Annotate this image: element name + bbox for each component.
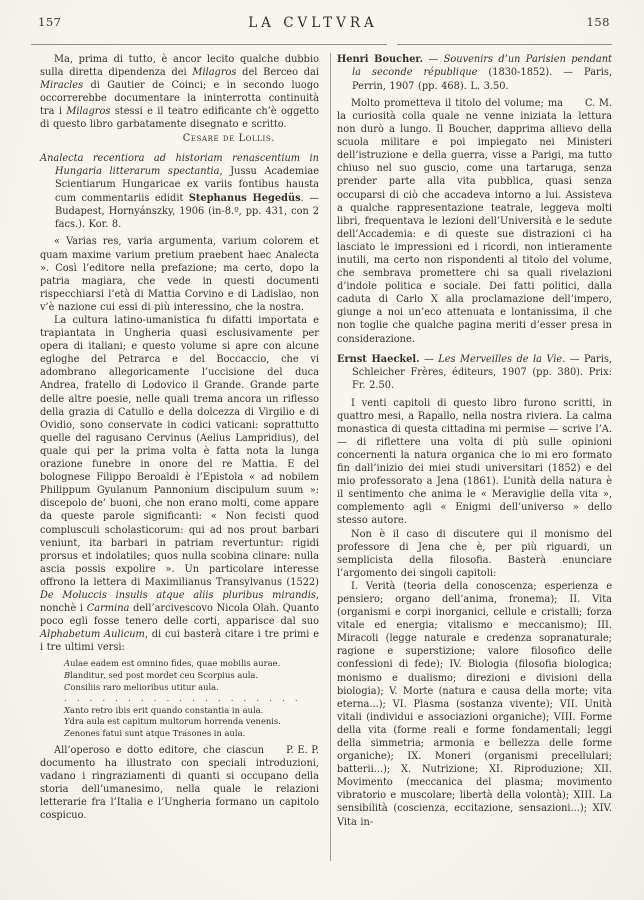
right-column bbox=[337, 53, 612, 829]
ellipsis-line bbox=[64, 693, 319, 705]
paragraph-analecta-1 bbox=[40, 235, 319, 314]
text-run: — bbox=[419, 353, 439, 365]
text-run: All’operoso e dotto editore, che ciascun documento ha illustrato con speciali introduzioni, vadano i ringraziamenti di quanti si occupano della storia dell’umanesimo, nella quale le relazioni letterarie fra l’Italia e l’Ungheria formano un capitolo cospicuo. bbox=[40, 744, 319, 822]
left-column bbox=[40, 53, 319, 822]
text-run: Z bbox=[64, 728, 70, 738]
text-run: Ernst Haeckel. bbox=[337, 353, 420, 365]
page-number-left: 157 bbox=[38, 15, 62, 29]
text-columns bbox=[40, 53, 613, 861]
text-run: Henri Boucher. bbox=[337, 54, 424, 65]
text-run: Milagros bbox=[192, 67, 237, 79]
text-run: del Berceo dai bbox=[236, 67, 319, 79]
verse-line bbox=[64, 705, 319, 717]
bib-entry-analecta bbox=[40, 152, 319, 232]
text-run: Y bbox=[64, 716, 70, 727]
text-run: onsiliis raro melioribus utitur aula. bbox=[70, 681, 219, 692]
paragraph-haeckel-2 bbox=[337, 528, 612, 580]
text-run: Souvenirs d’un Parisien pendant la seconde république bbox=[352, 54, 612, 79]
text-run: Non è il caso di discutere qui il monismo del professore di Jena che è, per più riguardi, un semplicista della filosofia. Basterà enunciare l’argomento dei singoli capitoli: bbox=[337, 528, 612, 579]
text-run: I venti capitoli di questo libro furono scritti, in quattro mesi, a Rapallo, nella nostra riviera. La calma monastica di questa cittadina mi permise — scrive l’A. — di riflettere una volta di più sulle opinioni concernenti la natura organica che io mi ero formato fin dall’inizio dei miei studi universitari (1852) e del mio professorato a Jena (1861). L’unità della natura è il sentimento che anima le « Meraviglie della vita », complemento agli « Enigmi dell’universo » dello stesso autore. bbox=[337, 397, 612, 527]
text-run: Analecta recentiora ad historiam renascentium in Hungaria litterarum spectantia bbox=[40, 152, 319, 177]
column-divider bbox=[330, 53, 331, 861]
verse-line bbox=[64, 658, 319, 670]
text-run: , nonchè i bbox=[40, 589, 319, 615]
text-run: La cultura latino-umanistica fu difatti importata e trapiantata in Ungheria quasi esclusivamente per opera di italiani; e questo volume si apre con alcune egloghe del Petrarca e del Boccaccio, che vi adombrano allegoricamente l’uccisione del duca Andrea, fratello di Lodovico il Grande. Grande parte delle altre poesie, nelle quali trema ancora un riflesso della grazia di Catullo e della dolcezza di Virgilio e di Ovidio, sono conservate in codici vaticani: soprattutto quelle del ragusano Cervinus (Aelius Lampridius), del quale qui per la prima volta è fatta nota la lunga orazione funebre in onore del re Mattia. E del bolognese Filippo Beroaldi è l’Epistola « ad nobilem Philippum Gyulanum Pannonium discipulum suum »: discepolo de’ buoni, che non erano molti, come appare da queste parole significanti: « Non fecisti quod complusculi scholasticorum: qui ad nos prout barbari veniunt, ita barbari in patriam revertuntur: rigidi prorsus et indolatiles; quos nulla scobina clinare: nulla ascia possis expolire ». Un particolare interesse offrono la lettera di Maximilianus Transylvanus (1522) bbox=[40, 315, 319, 588]
paragraph-analecta-3 bbox=[40, 744, 319, 823]
paragraph-boucher-review bbox=[337, 97, 612, 346]
text-run: . — Budapest, Hornyánszky, 1906 (in-8.º, pp. 431, con 2 facs.). Kor. 8. bbox=[55, 192, 319, 231]
text-run: Stephanus Hegedüs bbox=[188, 192, 301, 204]
text-run: De Moluccis insulis atque aliis pluribus mirandis bbox=[40, 589, 316, 601]
text-run: — bbox=[423, 54, 444, 65]
verse-line bbox=[64, 682, 319, 694]
paragraph-haeckel-chapters bbox=[337, 580, 612, 829]
verse-block bbox=[64, 658, 319, 739]
text-run: anto retro ibis erit quando constantia in aula. bbox=[69, 704, 264, 715]
journal-title: LA CVLTVRA bbox=[248, 15, 378, 31]
text-run: Les Merveilles de la Vie bbox=[438, 353, 563, 365]
text-run: « Varias res, varia argumenta, varium colorem et quam maxime varium pretium praebent haec Analecta ». Così l’editore nella prefazione; ma certo, dopo la patria magiara, che vede in questi documenti rispecchiarsi l’età di Mattia Corvino e di Ladislao, non v’è nazione cui essi di più interessino, che la nostra. bbox=[40, 236, 319, 313]
text-run: stessi e il teatro edificante ch’è oggetto di questo libro garbatamente disegnato e scritto. bbox=[40, 106, 319, 131]
text-run: (1830-1852). — Paris, Perrin, 1907 (pp. 468). L. 3.50. bbox=[352, 67, 612, 92]
text-run: enones fatui sunt atque Trasones in aula. bbox=[69, 728, 246, 738]
header-rule-left bbox=[31, 44, 387, 45]
reviewer-signature: Cesare de Lollis. bbox=[182, 132, 275, 144]
text-run: ulae eadem est omnino fides, quae mobilis aurae. bbox=[70, 658, 281, 669]
paragraph-haeckel-1 bbox=[337, 397, 612, 528]
text-run: Alphabetum Aulicum bbox=[40, 629, 145, 641]
text-run: Ma, prima di tutto, è ancor lecito qualche dubbio sulla diretta dipendenza dei bbox=[40, 54, 319, 79]
text-run: X bbox=[64, 704, 70, 715]
text-run: dell’arcivescovo Nicola Olah. Quanto poco egli fosse tenero delle corti, apparisce dal suo bbox=[40, 603, 319, 628]
reviewer-initials: P. E. P. bbox=[286, 744, 319, 756]
page-number-right: 158 bbox=[586, 15, 610, 29]
text-run: A bbox=[64, 658, 71, 669]
text-run: dra aula est capitum multorum horrenda venenis. bbox=[69, 716, 281, 727]
verse-line bbox=[64, 728, 319, 740]
text-run: landitur, sed post mordet ceu Scorpius aula. bbox=[70, 670, 259, 681]
text-run: , Jussu Academiae Scientiarum Hungaricae ex variis fontibus hausta cum commentariis edidit bbox=[55, 165, 319, 204]
text-run: Milagros bbox=[66, 106, 111, 118]
text-run: Miracles bbox=[40, 80, 84, 92]
paragraph-de-lollis-review bbox=[40, 53, 319, 132]
text-run: Molto prometteva il titolo del volume; ma la curiosità colla quale ne venne iniziata la lettura non durò a lungo. Il Boucher, dapprima allievo della scuola militare e poi impiegato nei Ministeri dell’istruzione e della guerra, visse a Parigi, ma tutto chiuso nel suo guscio, come una tartaruga, senza prender parte alla vita pubblica, quasi senza occuparsi di ciò che accadeva intorno a lui. Assisteva a qualche rappresentazione teatrale, leggeva molti libri, frequentava le lezioni dell’Università e le sedute dell’Accademia: e di queste sue distrazioni ci ha lasciato le impressioni ed i ricordi, non intieramente inutili, ma certo non rispondenti al titolo del volume, che sembrava promettere chi sa quali rivelazioni d’indole politica e sociale. Dei fatti politici, dalla caduta di Carlo X alla proclamazione dell’impero, giunge a noi un’eco attenuata e lontanissima, il che non toglie che qualche pagina meriti d’esser presa in considerazione. bbox=[337, 97, 612, 345]
text-run: Carmina bbox=[86, 603, 130, 615]
verse-line bbox=[64, 670, 319, 682]
text-run: , di cui basterà citare i tre primi e i tre ultimi versi: bbox=[40, 629, 320, 654]
text-run: . — Paris, Schleicher Frères, éditeurs, 1907 (pp. 380). Prix: Fr. 2.50. bbox=[352, 353, 612, 392]
text-run: . . . . . . . . . . . . . . . . . . . bbox=[64, 693, 299, 704]
paragraph-analecta-2 bbox=[40, 314, 319, 654]
text-run: B bbox=[64, 670, 71, 681]
verse-line bbox=[64, 716, 319, 728]
text-run: I. Verità (teoria della conoscenza; esperienza e pensiero; organo dell’anima, fronema); II. Vita (organismi e corpi inorganici, cellule e cristalli; forza vitale ed energia; vitalismo e meccanismo); III. Miracoli (legge naturale e credenza sopranaturale; ragione e superstizione; valore filosofico delle confessioni di fede); IV. Biologia (filosofia biologica; monismo e dualismo; direzioni e divisioni della biologia); V. Morte (natura e causa della morte; vita eterna...); VI. Plasma (sostanza vivente); VII. Unità vitali (individui e associazioni organiche); VIII. Forme della vita (forme reali e forme fondamentali; leggi della simmetria; armonia e bellezza delle forme organiche); IX. Moneri (organismi precellulari; batterii...); X. Nutrizione; XI. Riproduzione; XII. Movimento (meccanica del plasma; movimento vibratorio e muscolare; libertà della volontà); XIII. La sensibilità (coscienza, eccitazione, sensazioni...); XIV. Vita in- bbox=[337, 580, 612, 828]
text-run: di Gautier de Coinci; e in secondo luogo occorrerebbe documentare la ininterrotta continuità tra i bbox=[40, 80, 319, 118]
reviewer-initials: C. M. bbox=[584, 97, 612, 109]
bib-entry-boucher bbox=[337, 53, 612, 93]
header-rule-right bbox=[397, 44, 612, 45]
page-header bbox=[38, 15, 610, 33]
bib-entry-haeckel bbox=[337, 353, 612, 393]
text-run: C bbox=[64, 681, 71, 692]
